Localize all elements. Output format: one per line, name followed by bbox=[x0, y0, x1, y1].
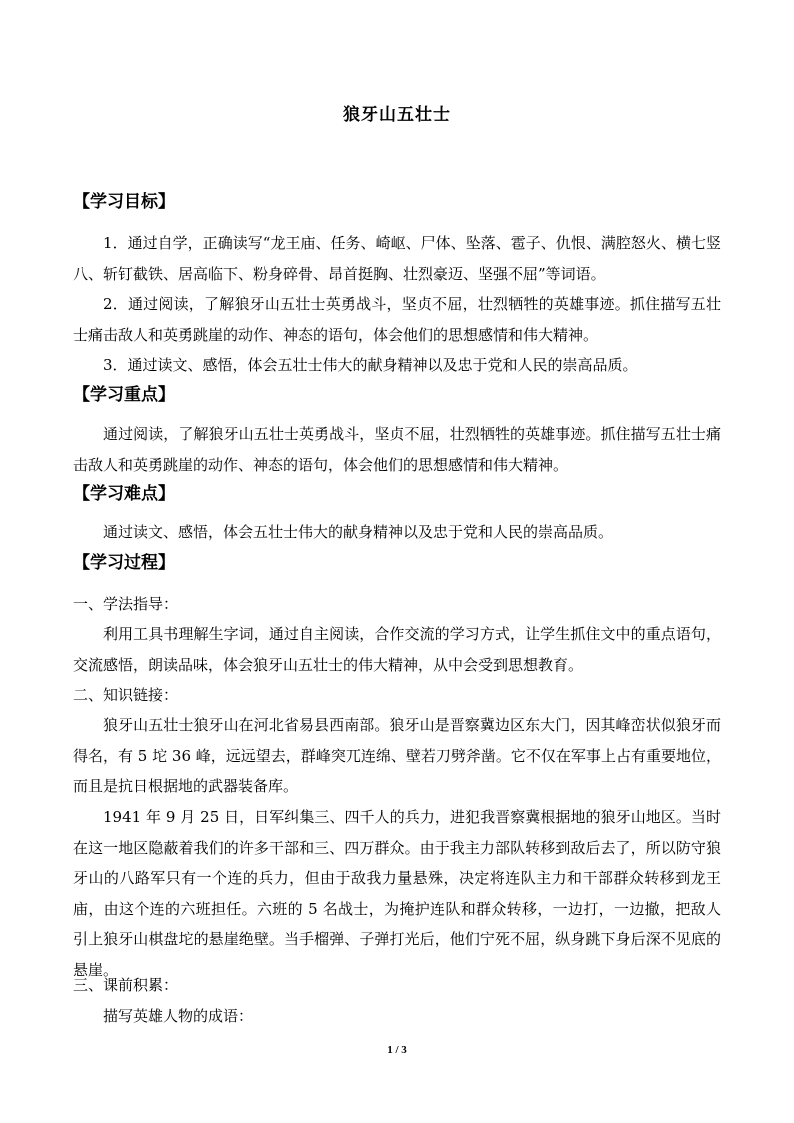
process-part1-label: 一、学法指导： bbox=[73, 595, 179, 613]
difficulty-heading: 【学习难点】 bbox=[73, 484, 175, 504]
goal-item-2: 2．通过阅读，了解狼牙山五壮士英勇战斗，坚贞不屈，壮烈牺牲的英雄事迹。抓住描写五壮士痛击敌人和英勇跳崖的动作、神态的语句，体会他们的思想感情和伟大精神。 bbox=[73, 295, 721, 344]
difficulty-text: 通过读文、感悟，体会五壮士伟大的献身精神以及忠于党和人民的崇高品质。 bbox=[103, 523, 614, 541]
goal-item-1: 1．通过自学，正确读写“龙王庙、任务、崎岖、尸体、坠落、雹子、仇恨、满腔怒火、横七竖八、斩钉截铁、居高临下、粉身碎骨、昂首挺胸、壮烈豪迈、坚强不屈”等词语。 bbox=[73, 234, 721, 283]
process-part3-label: 三、课前积累： bbox=[73, 976, 179, 994]
process-part2-text1: 狼牙山五壮士狼牙山在河北省易县西南部。狼牙山是晋察冀边区东大门，因其峰峦状似狼牙而得名，有 5 坨 36 峰，远远望去，群峰突兀连绵、壁若刀劈斧凿。它不仅在军事上占有重要地位，而且是抗日根据地的武器装备库。 bbox=[73, 716, 721, 795]
process-heading: 【学习过程】 bbox=[73, 553, 175, 573]
focus-text: 通过阅读，了解狼牙山五壮士英勇战斗，坚贞不屈，壮烈牺牲的英雄事迹。抓住描写五壮士痛击敌人和英勇跳崖的动作、神态的语句，体会他们的思想感情和伟大精神。 bbox=[73, 425, 721, 474]
process-part1-text: 利用工具书理解生字词，通过自主阅读，合作交流的学习方式，让学生抓住文中的重点语句，交流感悟，朗读品味，体会狼牙山五壮士的伟大精神，从中会受到思想教育。 bbox=[73, 625, 721, 674]
document-title: 狼牙山五壮士 bbox=[343, 105, 451, 125]
goals-heading: 【学习目标】 bbox=[73, 192, 175, 212]
focus-heading: 【学习重点】 bbox=[73, 385, 175, 405]
goal-item-3: 3．通过读文、感悟，体会五壮士伟大的献身精神以及忠于党和人民的崇高品质。 bbox=[103, 356, 638, 374]
page-number: 1 / 3 bbox=[387, 1044, 407, 1056]
process-part3-text: 描写英雄人物的成语： bbox=[103, 1007, 254, 1025]
process-part2-label: 二、知识链接： bbox=[73, 686, 179, 704]
process-part2-text2: 1941 年 9 月 25 日，日军纠集三、四千人的兵力，进犯我晋察冀根据地的狼牙山地区。当时在这一地区隐蔽着我们的许多干部和三、四万群众。由于我主力部队转移到敌后去了，所以防守狼牙山的八路军只有一个连的兵力，但由于敌我力量悬殊，决定将连队主力和干部群众转移到龙王庙，由这个连的六班担任。六班的 5 名战士，为掩护连队和群众转移，一边打，一边撤，把敌人引上狼牙山棋盘坨的悬崖绝壁。当手榴弹、子弹打光后，他们宁死不屈，纵身跳下身后深不见底的悬崖。 bbox=[73, 808, 721, 979]
